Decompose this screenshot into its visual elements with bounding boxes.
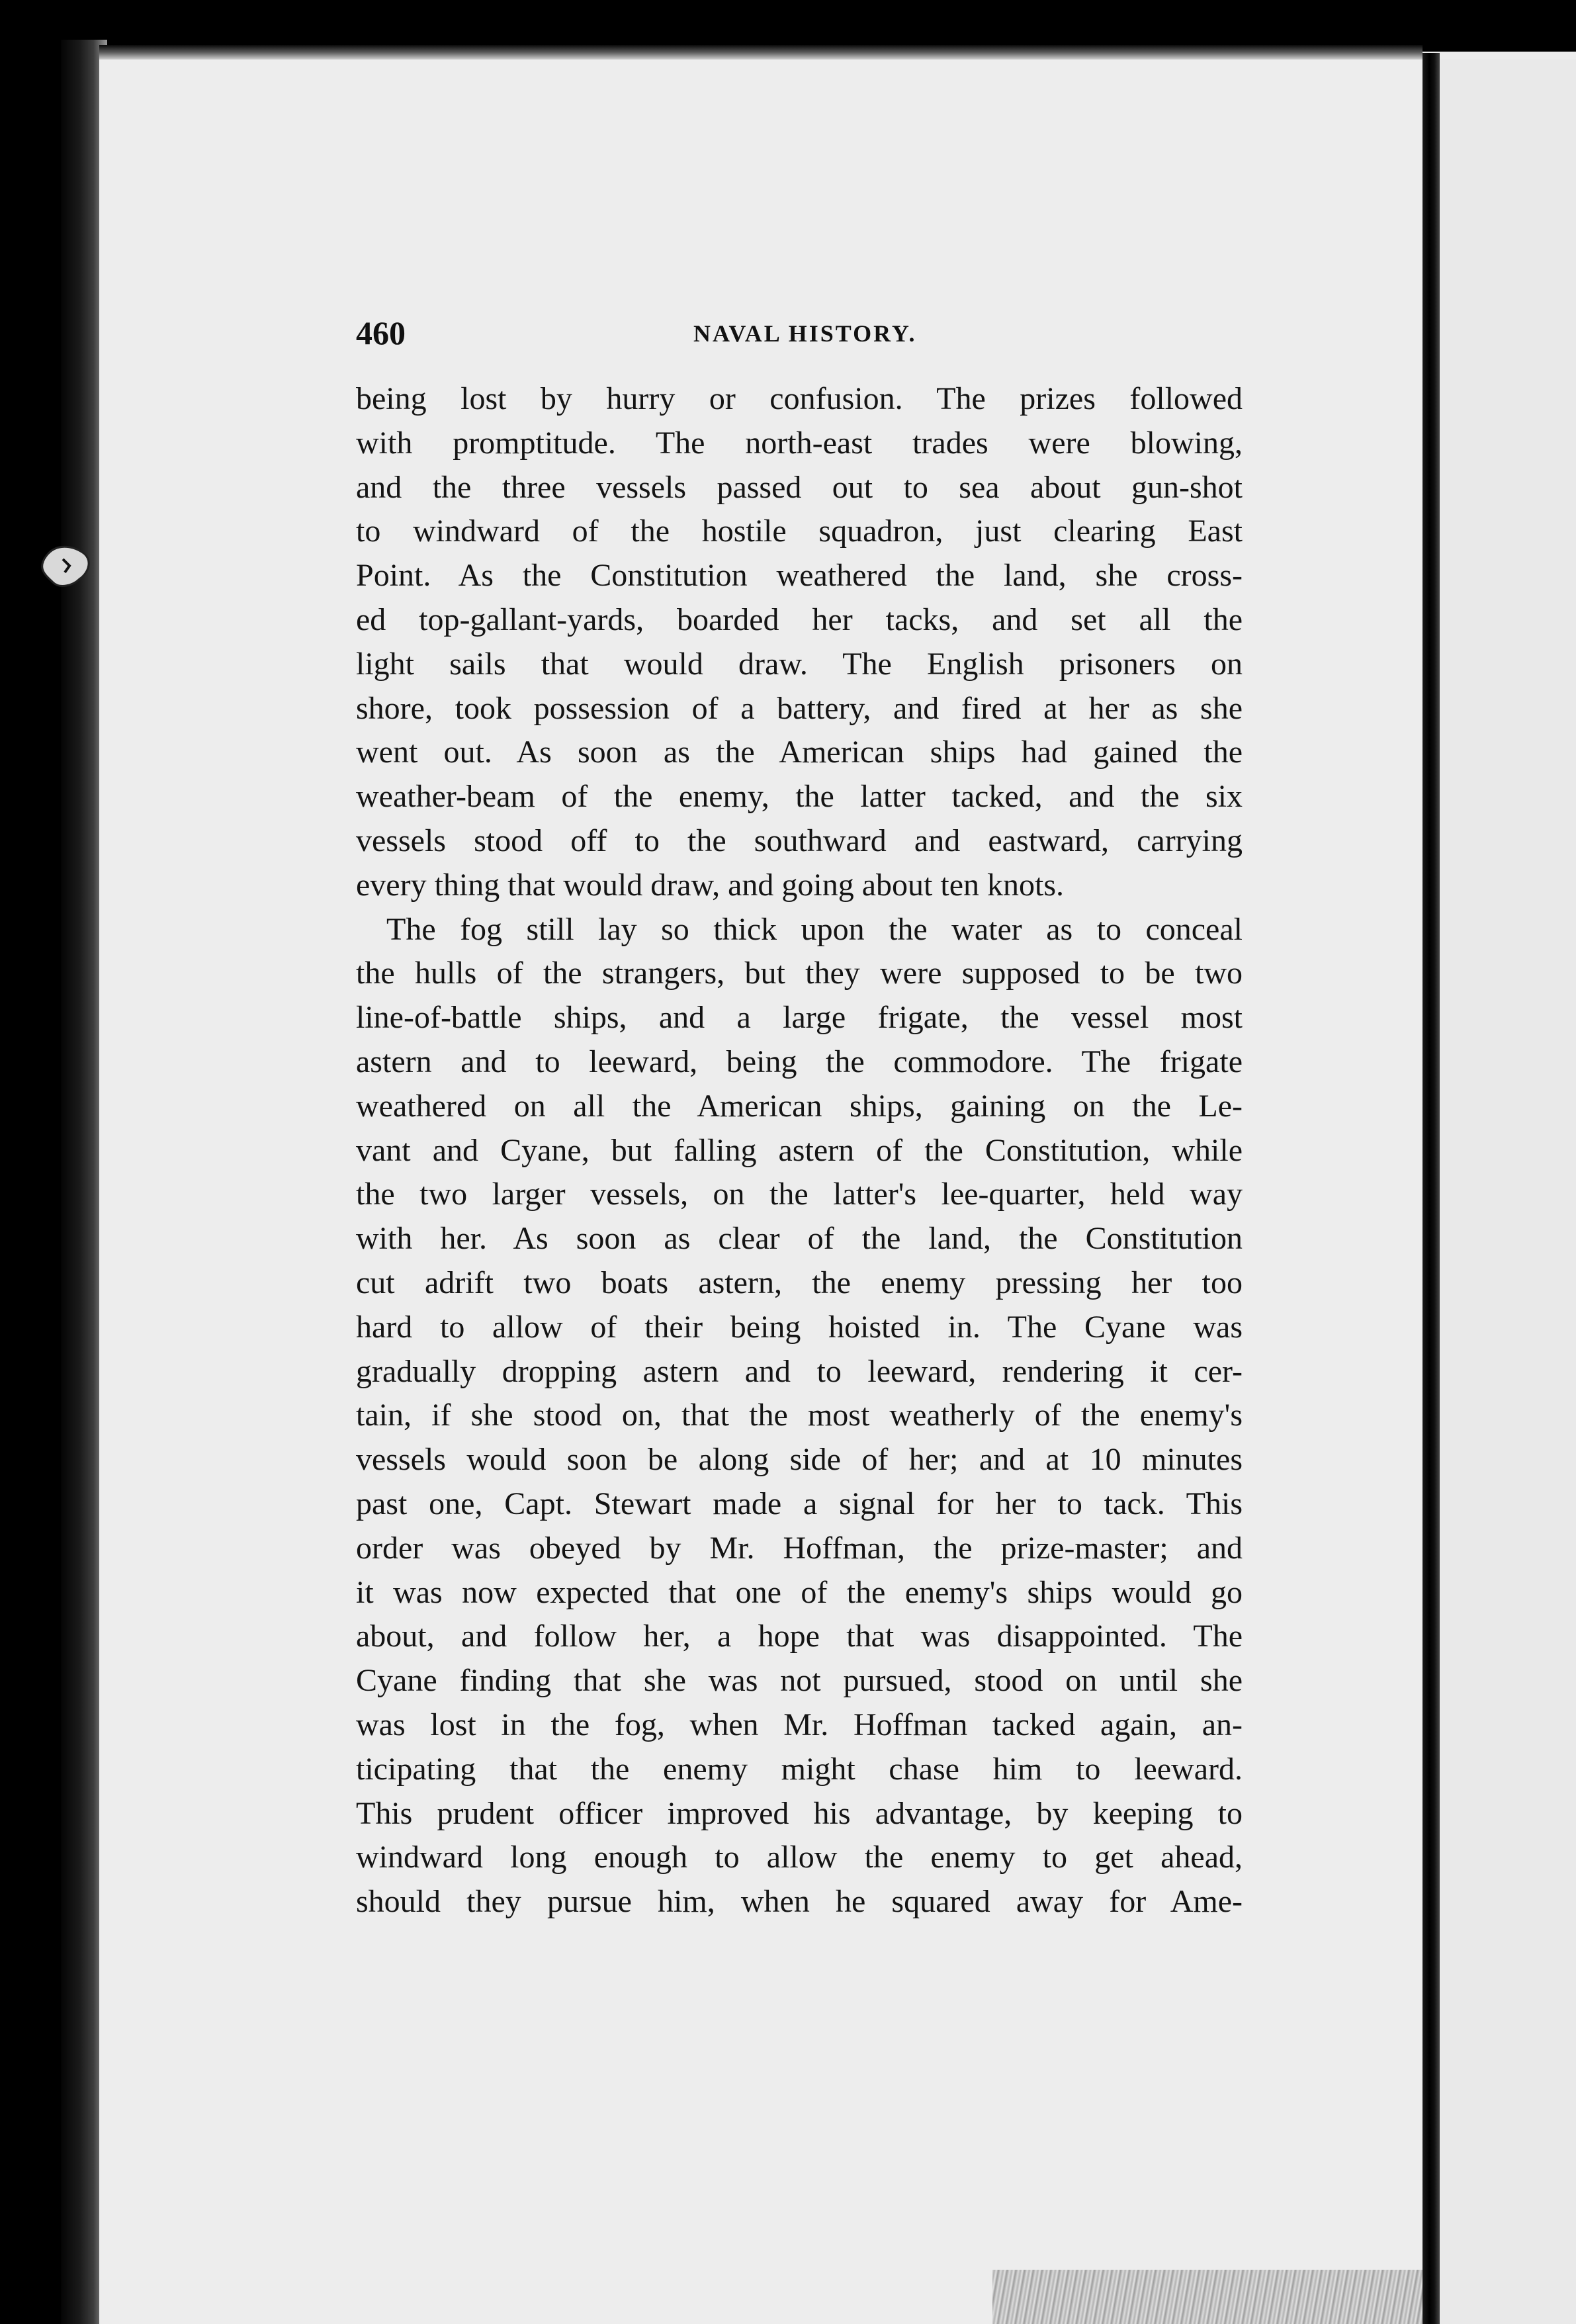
body-text bbox=[356, 377, 1243, 1924]
text-line: cut adrift two boats astern, the enemy pressing her too bbox=[356, 1265, 1243, 1300]
text-line: with promptitude. The north-east trades were blowing, bbox=[356, 425, 1243, 461]
text-line: shore, took possession of a battery, and fired at her as she bbox=[356, 690, 1243, 726]
scan-top-edge-shadow bbox=[99, 45, 1423, 60]
text-line: should they pursue him, when he squared away for Ame- bbox=[356, 1884, 1243, 1920]
text-line: astern and to leeward, being the commodore. The frigate bbox=[356, 1044, 1243, 1079]
scan-bottom-noise bbox=[992, 2270, 1423, 2324]
text-line: every thing that would draw, and going about ten knots. bbox=[356, 867, 1065, 903]
facing-page-edge bbox=[1440, 60, 1576, 2324]
text-line: vessels would soon be along side of her; and at 10 minutes bbox=[356, 1442, 1243, 1478]
text-line: vessels stood off to the southward and eastward, carrying bbox=[356, 823, 1243, 858]
text-line: Cyane finding that she was not pursued, stood on until she bbox=[356, 1663, 1243, 1699]
page-number: 460 bbox=[356, 314, 406, 351]
text-line: about, and follow her, a hope that was disappointed. The bbox=[356, 1619, 1243, 1654]
text-line: weathered on all the American ships, gaining on the Le- bbox=[356, 1088, 1243, 1124]
text-line: tain, if she stood on, that the most weatherly of the enemy's bbox=[356, 1398, 1243, 1433]
text-line: to windward of the hostile squadron, just clearing East bbox=[356, 514, 1243, 549]
text-line: and the three vessels passed out to sea about gun-shot bbox=[356, 469, 1243, 505]
text-line: order was obeyed by Mr. Hoffman, the prize-master; and bbox=[356, 1530, 1243, 1566]
book-gutter bbox=[1423, 53, 1440, 2324]
text-line: was lost in the fog, when Mr. Hoffman tacked again, an- bbox=[356, 1707, 1243, 1742]
text-line: line-of-battle ships, and a large frigate, the vessel most bbox=[356, 1000, 1243, 1036]
text-line: hard to allow of their being hoisted in. The Cyane was bbox=[356, 1309, 1243, 1345]
text-line: gradually dropping astern and to leeward, rendering it cer- bbox=[356, 1353, 1243, 1389]
paragraph-2 bbox=[356, 908, 1243, 1924]
text-line: vant and Cyane, but falling astern of the Constitution, while bbox=[356, 1132, 1243, 1168]
text-line: ed top-gallant-yards, boarded her tacks, and set all the bbox=[356, 602, 1243, 637]
ink-blot-mark bbox=[26, 536, 99, 596]
running-head: NAVAL HISTORY. bbox=[693, 320, 917, 347]
text-line: The fog still lay so thick upon the water as to conceal bbox=[386, 911, 1243, 947]
text-line: past one, Capt. Stewart made a signal for her to tack. This bbox=[356, 1486, 1243, 1521]
text-line: light sails that would draw. The English prisoners on bbox=[356, 646, 1243, 682]
text-line: being lost by hurry or confusion. The prizes followed bbox=[356, 381, 1243, 416]
text-line: it was now expected that one of the enemy's ships would go bbox=[356, 1574, 1243, 1610]
text-line: weather-beam of the enemy, the latter tacked, and the six bbox=[356, 779, 1243, 815]
text-line: Point. As the Constitution weathered the land, she cross- bbox=[356, 558, 1243, 594]
text-line: windward long enough to allow the enemy to get ahead, bbox=[356, 1840, 1243, 1875]
text-line: the two larger vessels, on the latter's lee-quarter, held way bbox=[356, 1177, 1243, 1212]
text-line: the hulls of the strangers, but they were supposed to be two bbox=[356, 956, 1243, 991]
text-line: went out. As soon as the American ships had gained the bbox=[356, 735, 1243, 770]
text-line: with her. As soon as clear of the land, the Constitution bbox=[356, 1221, 1243, 1257]
page-header bbox=[356, 310, 1243, 356]
text-line: ticipating that the enemy might chase him to leeward. bbox=[356, 1751, 1243, 1787]
text-line: This prudent officer improved his advantage, by keeping to bbox=[356, 1795, 1243, 1831]
paragraph-1 bbox=[356, 377, 1243, 908]
